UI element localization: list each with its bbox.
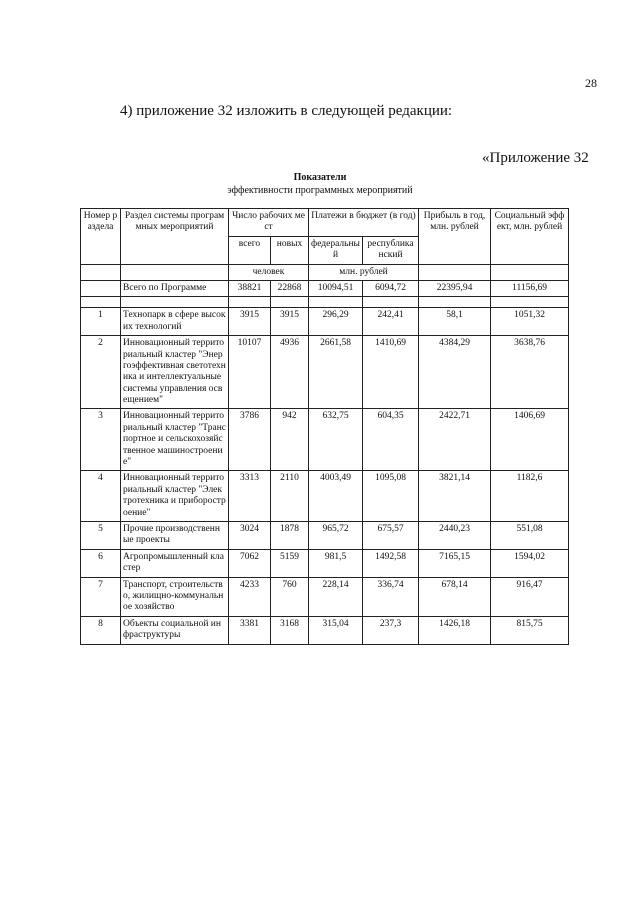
cell-profit: 7165,15	[419, 549, 491, 577]
cell-federal: 228,14	[309, 577, 363, 616]
cell-no: 5	[81, 521, 121, 549]
cell-profit: 2422,71	[419, 409, 491, 471]
cell-name: Инновационный территориальный кластер "Транспортное и сельскохозяйственное машиностроение"	[121, 409, 229, 471]
cell-profit: 2440,23	[419, 521, 491, 549]
table-title: Показатели	[293, 172, 347, 183]
cell-jobs-total: 4233	[229, 577, 271, 616]
cell-profit: 4384,29	[419, 336, 491, 409]
total-republic: 6094,72	[363, 280, 419, 296]
cell-name: Агропромышленный кластер	[121, 549, 229, 577]
cell-social: 1182,6	[491, 471, 569, 522]
cell-jobs-total: 3381	[229, 616, 271, 644]
cell-jobs-total: 3786	[229, 409, 271, 471]
cell-no: 3	[81, 409, 121, 471]
cell-federal: 632,75	[309, 409, 363, 471]
intro-text: 4) приложение 32 изложить в следующей редакции:	[120, 103, 453, 119]
cell-no: 4	[81, 471, 121, 522]
header-social: Социальный эффект, млн. рублей	[491, 209, 569, 265]
header-jobs-new: новых	[271, 236, 309, 264]
cell-profit: 678,14	[419, 577, 491, 616]
unit-people: человек	[229, 264, 309, 280]
cell-jobs-total: 3313	[229, 471, 271, 522]
cell-republic: 237,3	[363, 616, 419, 644]
cell-jobs-total: 7062	[229, 549, 271, 577]
header-profit: Прибыль в год, млн. рублей	[419, 209, 491, 265]
cell-social: 1051,32	[491, 308, 569, 336]
header-row	[81, 209, 569, 237]
table-row	[81, 409, 569, 471]
table-row	[81, 471, 569, 522]
total-federal: 10094,51	[309, 280, 363, 296]
header-jobs-total: всего	[229, 236, 271, 264]
cell-federal: 315,04	[309, 616, 363, 644]
cell-jobs-new: 1878	[271, 521, 309, 549]
cell-name: Технопарк в сфере высоких технологий	[121, 308, 229, 336]
cell-no: 1	[81, 308, 121, 336]
cell-name: Инновационный территориальный кластер "Электротехника и приборостроение"	[121, 471, 229, 522]
cell-jobs-total: 3915	[229, 308, 271, 336]
table-row	[81, 616, 569, 644]
indicators-table	[80, 208, 569, 645]
cell-profit: 1426,18	[419, 616, 491, 644]
total-jobs-total: 38821	[229, 280, 271, 296]
cell-jobs-new: 3168	[271, 616, 309, 644]
cell-republic: 1492,58	[363, 549, 419, 577]
cell-jobs-total: 10107	[229, 336, 271, 409]
cell-social: 3638,76	[491, 336, 569, 409]
cell-jobs-new: 4936	[271, 336, 309, 409]
cell-name: Объекты социальной инфраструктуры	[121, 616, 229, 644]
total-row	[81, 280, 569, 296]
cell-no: 7	[81, 577, 121, 616]
header-section-name: Раздел системы программных мероприятий	[121, 209, 229, 265]
cell-republic: 336,74	[363, 577, 419, 616]
cell-republic: 1410,69	[363, 336, 419, 409]
cell-federal: 981,5	[309, 549, 363, 577]
units-row	[81, 264, 569, 280]
cell-federal: 2661,58	[309, 336, 363, 409]
total-social: 11156,69	[491, 280, 569, 296]
cell-republic: 604,35	[363, 409, 419, 471]
cell-jobs-new: 2110	[271, 471, 309, 522]
header-jobs: Число рабочих мест	[229, 209, 309, 237]
total-name: Всего по Программе	[121, 280, 229, 296]
cell-social: 815,75	[491, 616, 569, 644]
table-row	[81, 521, 569, 549]
cell-no: 6	[81, 549, 121, 577]
header-payments: Платежи в бюджет (в год)	[309, 209, 419, 237]
cell-jobs-total: 3024	[229, 521, 271, 549]
table-row	[81, 577, 569, 616]
cell-name: Прочие производственные проекты	[121, 521, 229, 549]
total-jobs-new: 22868	[271, 280, 309, 296]
cell-republic: 1095,08	[363, 471, 419, 522]
cell-republic: 675,57	[363, 521, 419, 549]
cell-social: 1594,02	[491, 549, 569, 577]
cell-jobs-new: 942	[271, 409, 309, 471]
cell-no: 2	[81, 336, 121, 409]
cell-republic: 242,41	[363, 308, 419, 336]
table-subtitle: эффективности программных мероприятий	[227, 185, 413, 196]
header-payments-federal: федеральный	[309, 236, 363, 264]
cell-profit: 58,1	[419, 308, 491, 336]
table-row	[81, 308, 569, 336]
cell-federal: 4003,49	[309, 471, 363, 522]
table-row	[81, 336, 569, 409]
page-number: 28	[585, 76, 597, 90]
cell-no: 8	[81, 616, 121, 644]
cell-federal: 296,29	[309, 308, 363, 336]
cell-jobs-new: 5159	[271, 549, 309, 577]
cell-federal: 965,72	[309, 521, 363, 549]
cell-name: Инновационный территориальный кластер "Энергоэффективная светотехника и интеллектуальные системы управления освещением"	[121, 336, 229, 409]
cell-name: Транспорт, строительство, жилищно-коммунальное хозяйство	[121, 577, 229, 616]
table-row	[81, 549, 569, 577]
cell-social: 551,08	[491, 521, 569, 549]
cell-social: 1406,69	[491, 409, 569, 471]
annex-label: «Приложение 32	[482, 150, 589, 166]
header-payments-republic: республиканский	[363, 236, 419, 264]
cell-jobs-new: 760	[271, 577, 309, 616]
cell-social: 916,47	[491, 577, 569, 616]
unit-rub: млн. рублей	[309, 264, 419, 280]
cell-jobs-new: 3915	[271, 308, 309, 336]
header-section-no: Номер раздела	[81, 209, 121, 265]
total-profit: 22395,94	[419, 280, 491, 296]
cell-profit: 3821,14	[419, 471, 491, 522]
